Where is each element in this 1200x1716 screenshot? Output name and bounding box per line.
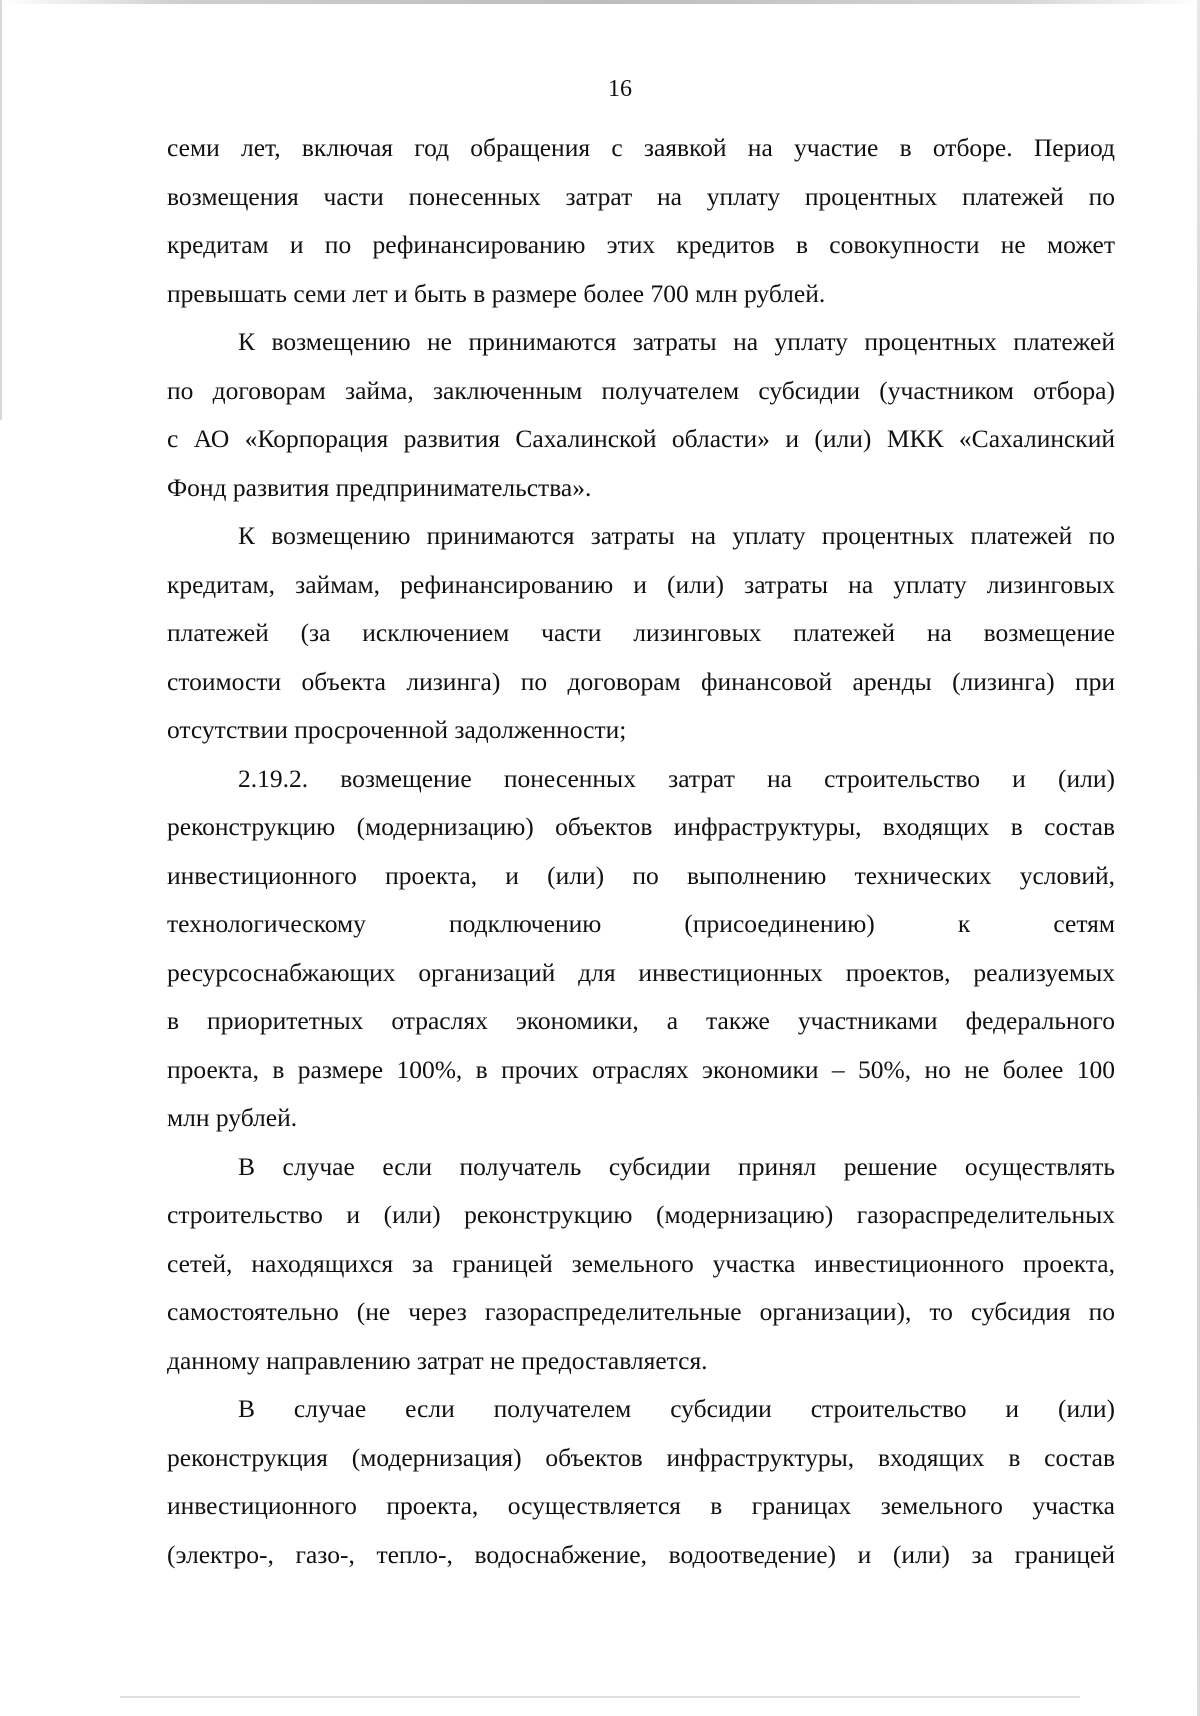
text-line: (электро-, газо-, тепло-, водоснабжение, водоотведение) и (или) за границей bbox=[167, 1539, 1115, 1569]
text-line: платежей (за исключением части лизинговых платежей на возмещение bbox=[167, 618, 1115, 647]
text-line: 2.19.2. возмещение понесенных затрат на строительство и (или) bbox=[238, 763, 1115, 793]
text-line: реконструкция (модернизация) объектов инфраструктуры, входящих в состав bbox=[167, 1442, 1115, 1472]
text-line: инвестиционного проекта, осуществляется в границах земельного участка bbox=[167, 1491, 1115, 1520]
text-line: кредитам, займам, рефинансированию и (или) затраты на уплату лизинговых bbox=[167, 569, 1115, 599]
text-line: реконструкцию (модернизацию) объектов инфраструктуры, входящих в состав bbox=[167, 812, 1115, 841]
text-line: ресурсоснабжающих организаций для инвестиционных проектов, реализуемых bbox=[167, 957, 1115, 987]
text-line: в приоритетных отраслях экономики, а также участниками федерального bbox=[167, 1006, 1115, 1035]
text-line: К возмещению не принимаются затраты на уплату процентных платежей bbox=[238, 327, 1115, 356]
text-line: стоимости объекта лизинга) по договорам финансовой аренды (лизинга) при bbox=[167, 666, 1115, 696]
text-line: по договорам займа, заключенным получателем субсидии (участником отбора) bbox=[167, 375, 1115, 405]
scan-edge-top bbox=[0, 0, 1200, 4]
text-line: В случае если получателем субсидии строительство и (или) bbox=[238, 1394, 1115, 1423]
text-line: семи лет, включая год обращения с заявкой на участие в отборе. Период bbox=[167, 133, 1115, 162]
text-line: данному направлению затрат не предоставляется. bbox=[167, 1345, 708, 1375]
scan-edge-left bbox=[0, 0, 2, 420]
text-line: Фонд развития предпринимательства». bbox=[167, 472, 592, 502]
text-line: проекта, в размере 100%, в прочих отраслях экономики – 50%, но не более 100 bbox=[167, 1054, 1115, 1084]
text-line: кредитам и по рефинансированию этих кредитов в совокупности не может bbox=[167, 230, 1115, 259]
text-line: инвестиционного проекта, и (или) по выполнению технических условий, bbox=[167, 860, 1115, 890]
text-line: В случае если получатель субсидии принял решение осуществлять bbox=[238, 1151, 1115, 1181]
text-line: превышать семи лет и быть в размере более 700 млн рублей. bbox=[167, 278, 826, 308]
document-body bbox=[167, 124, 1115, 1579]
text-line: самостоятельно (не через газораспределительные организации), то субсидия по bbox=[167, 1297, 1115, 1326]
text-line: с АО «Корпорация развития Сахалинской области» и (или) МКК «Сахалинский bbox=[167, 424, 1115, 453]
text-line: отсутствии просроченной задолженности; bbox=[167, 715, 627, 744]
text-line: К возмещению принимаются затраты на уплату процентных платежей по bbox=[238, 521, 1115, 550]
text-line: млн рублей. bbox=[167, 1103, 298, 1132]
text-line: технологическому подключению (присоединению) к сетям bbox=[167, 909, 1115, 938]
page-number: 16 bbox=[608, 76, 632, 102]
text-line: возмещения части понесенных затрат на уплату процентных платежей по bbox=[167, 181, 1115, 211]
text-line: строительство и (или) реконструкцию (модернизацию) газораспределительных bbox=[167, 1200, 1115, 1229]
text-line: сетей, находящихся за границей земельного участка инвестиционного проекта, bbox=[167, 1248, 1115, 1278]
scan-edge-bottom bbox=[120, 1696, 1080, 1698]
